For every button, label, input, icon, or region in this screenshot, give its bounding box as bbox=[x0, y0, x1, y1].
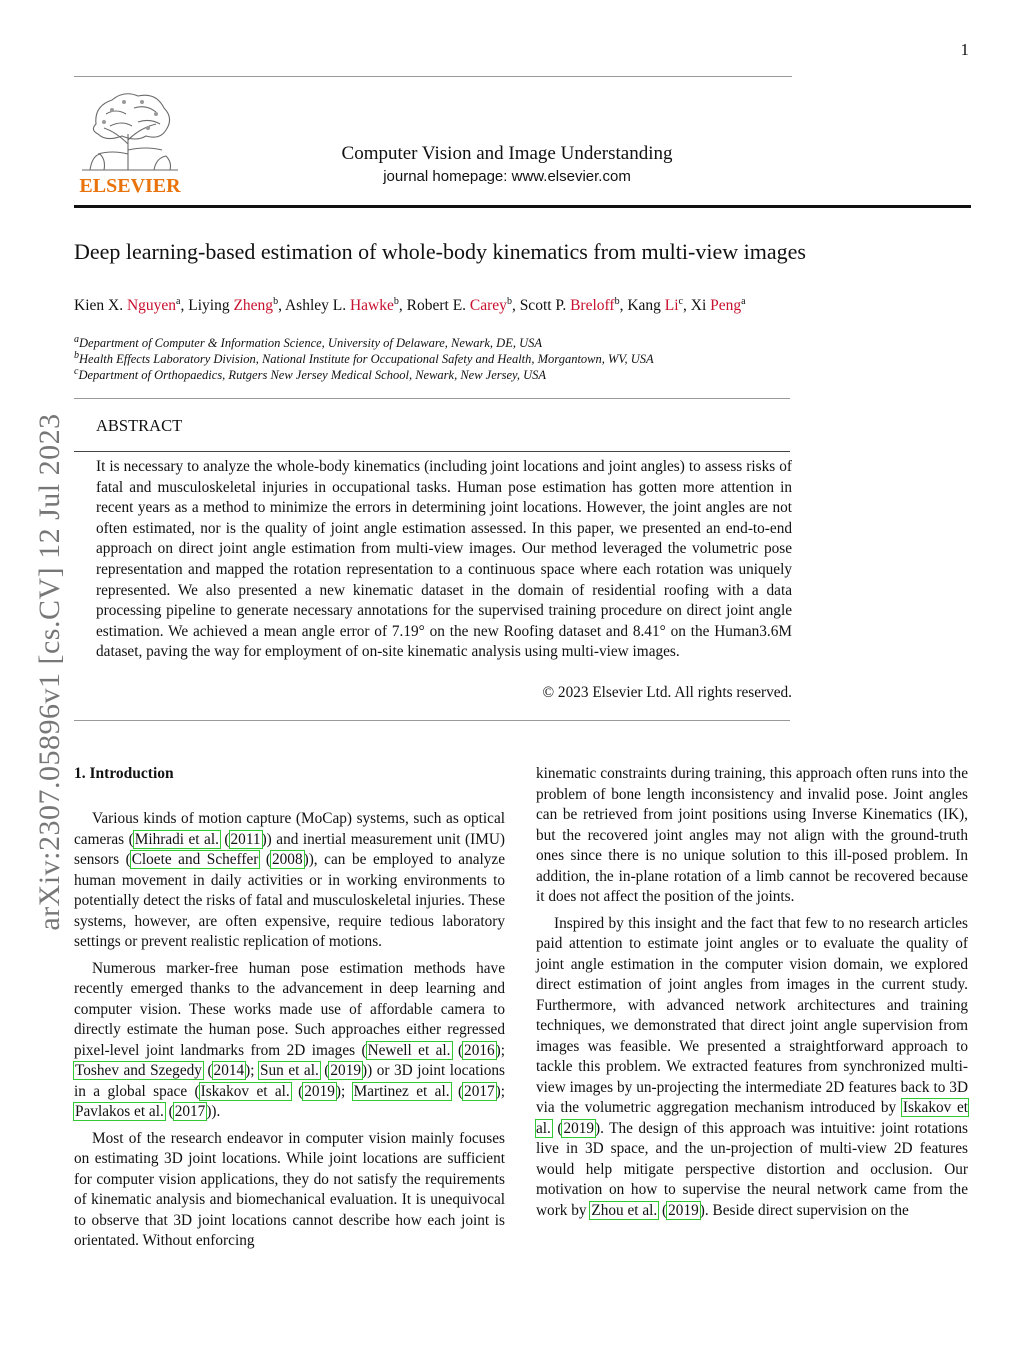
paragraph: Numerous marker-free human pose estimation methods have recently emerged thanks to the advancement in deep learning and computer vision. These works made use of affordable camera to directly estimate the human pose. Such approaches either regressed pixel-level joint landmarks from 2D images (Newell et al. (2016); Toshev and Szegedy (2014); Sun et al. (2019)) or 3D joint locations in a global space (Iskakov et al. (2019); Martinez et al. (2017); Pavlakos et al. (2017)). bbox=[74, 959, 506, 1120]
author: Xi Peng$^a$ bbox=[690, 296, 746, 315]
citation-year-link[interactable]: 2017 bbox=[174, 1103, 206, 1120]
citation-link[interactable]: Sun et al. bbox=[260, 1062, 319, 1079]
affiliation: $^a$Department of Computer & Information Science, University of Delaware, Newark, DE, USA bbox=[74, 334, 543, 351]
abstract-heading: ABSTRACT bbox=[96, 416, 183, 435]
citation-link[interactable]: Mihradi et al. bbox=[134, 830, 219, 848]
citation-link[interactable]: Newell et al. bbox=[367, 1041, 451, 1059]
citation-link[interactable]: Cloete and Scheffer bbox=[131, 851, 259, 868]
citation-year-link[interactable]: 2019 bbox=[330, 1062, 361, 1079]
citation-year-link[interactable]: 2019 bbox=[563, 1119, 595, 1137]
right-column bbox=[536, 764, 968, 1221]
header-bottom-rule bbox=[74, 205, 971, 208]
author: Ashley L. Hawke$^b$ bbox=[284, 296, 399, 315]
paragraph: kinematic constraints during training, this approach often runs into the problem of bone length inconsistency and invalid pose. Joint angles can be retrieved from joint positions using Inverse Kinematics (IK), but the recovered joint angles may not align with the ground-truth ones since there is no unique solution to this ill-posed problem. In addition, the in-plane rotation of a limb cannot be recovered because it does not affect the position of the joints. bbox=[536, 765, 968, 905]
arxiv-identifier: arXiv:2307.05896v1 [cs.CV] 12 Jul 2023 bbox=[33, 413, 66, 931]
citation-year-link[interactable]: 2008 bbox=[272, 851, 303, 868]
citation-link[interactable]: Iskakov et al. bbox=[200, 1082, 290, 1100]
citation-year-link[interactable]: 2019 bbox=[304, 1082, 335, 1100]
abstract-top-rule bbox=[74, 398, 790, 399]
citation-link[interactable]: Pavlakos et al. bbox=[75, 1103, 164, 1120]
abstract-body: It is necessary to analyze the whole-body kinematics (including joint locations and joint angles) to assess risks of fatal and musculoskeletal injuries in occupational tasks. Human pose estimation has gotten more attention in recent years as a method to minimize the errors in determining joint locations. However, the joint angles are not often estimated, nor is the quality of joint angle estimation assessed. In this paper, we presented an end-to-end approach on direct joint angle estimation from multi-view images. Our method leveraged the volumetric pose representation and mapped the rotation representation to a continuous space where each rotation was uniquely represented. We also presented a new kinematic dataset in the domain of residential roofing with a data processing pipeline to generate necessary annotations for the supervised training procedure on direct joint angle estimation. We achieved a mean angle error of 7.19° on the new Roofing dataset and 8.41° on the Human3.6M dataset, paving the way for employment of on-site kinematic analysis using multi-view images. bbox=[96, 458, 792, 661]
elsevier-logo bbox=[76, 84, 184, 196]
copyright-notice: © 2023 Elsevier Ltd. All rights reserved. bbox=[542, 684, 792, 701]
citation-year-link[interactable]: 2019 bbox=[668, 1201, 699, 1219]
author: Scott P. Breloff$^b$ bbox=[519, 296, 620, 315]
citation-year-link[interactable]: 2014 bbox=[213, 1062, 245, 1079]
citation-year-link[interactable]: 2017 bbox=[464, 1082, 495, 1100]
paragraph: Inspired by this insight and the fact that few to no research articles paid attention to estimate joint angles or to evaluate the quality of joint angle estimation in the computer vision domain, we explored direct estimation of joint angles from images in the current study. Furthermore, with advanced network architectures and training techniques, we demonstrated that direct joint angle supervision from images was feasible. We presented a straightforward approach to tackle this problem. We extracted features from synchronized multi-view images by un-projecting the intermediate 2D features back to 3D via the volumetric aggregation mechanism introduced by Iskakov et al. (2019). The design of this approach was intuitive: joint rotations live in 3D space, and the un-projection of multi-view 2D features would help mitigate perspective distortion and occlusion. Our motivation on how to supervise the neural network came from the work by Zhou et al. (2019). Beside direct supervision on the bbox=[536, 914, 968, 1219]
paragraph: Various kinds of motion capture (MoCap) systems, such as optical cameras (Mihradi et al. (2011)) and inertial measurement unit (IMU) sensors (Cloete and Scheffer (2008)), can be employed to analyze human movement in daily activities or in working environments to potentially detect the risks of fatal and musculoskeletal injuries. These systems, however, are often expensive, require tedious laboratory settings or prevent realistic replication of motions. bbox=[74, 810, 505, 950]
affiliation: $^c$Department of Orthopaedics, Rutgers New Jersey Medical School, Newark, New Jersey, USA bbox=[74, 366, 547, 383]
citation-link[interactable]: Toshev and Szegedy bbox=[75, 1062, 202, 1079]
page-number: 1 bbox=[960, 40, 969, 59]
author: Kang Li$^c$ bbox=[627, 296, 683, 315]
journal-homepage: journal homepage: www.elsevier.com bbox=[383, 168, 631, 185]
section-heading: 1. Introduction bbox=[74, 765, 174, 782]
left-column bbox=[74, 809, 505, 1252]
author-list: Kien X. Nguyen$^a$, Liying Zheng$^b$, Ashley L. Hawke$^b$, Robert E. Carey$^b$, Scott P. Breloff$^b$, Kang Li$^c$, Xi Peng$^a$ bbox=[74, 296, 746, 315]
affiliation: $^b$Health Effects Laboratory Division, National Institute for Occupational Safety and Health, Morgantown, WV, USA bbox=[74, 350, 654, 367]
citation-year-link[interactable]: 2016 bbox=[464, 1041, 495, 1059]
header-top-rule bbox=[74, 76, 792, 77]
citation-link[interactable]: Martinez et al. bbox=[353, 1082, 450, 1100]
citation-link[interactable]: Iskakov et al. bbox=[536, 1099, 968, 1137]
elsevier-tree-icon bbox=[76, 84, 184, 196]
paper-title: Deep learning-based estimation of whole-body kinematics from multi-view images bbox=[74, 239, 806, 264]
svg-text:ELSEVIER: ELSEVIER bbox=[79, 175, 181, 196]
abstract-bottom-rule bbox=[74, 720, 790, 721]
citation-link[interactable]: Zhou et al. bbox=[591, 1201, 658, 1219]
author: Robert E. Carey$^b$ bbox=[406, 296, 512, 315]
citation-year-link[interactable]: 2011 bbox=[230, 830, 261, 848]
abstract-head-rule bbox=[74, 451, 790, 452]
paragraph: Most of the research endeavor in computer vision mainly focuses on estimating 3D joint locations. While joint locations are sufficient for computer vision applications, they do not satisfy the requirements of kinematic analysis and biomechanical evaluation. It is unequivocal to observe that 3D joint locations cannot describe how each joint is orientated. Without enforcing bbox=[74, 1129, 505, 1249]
author: Kien X. Nguyen$^a$ bbox=[74, 296, 181, 315]
author: Liying Zheng$^b$ bbox=[188, 296, 279, 315]
journal-name: Computer Vision and Image Understanding bbox=[341, 143, 673, 164]
